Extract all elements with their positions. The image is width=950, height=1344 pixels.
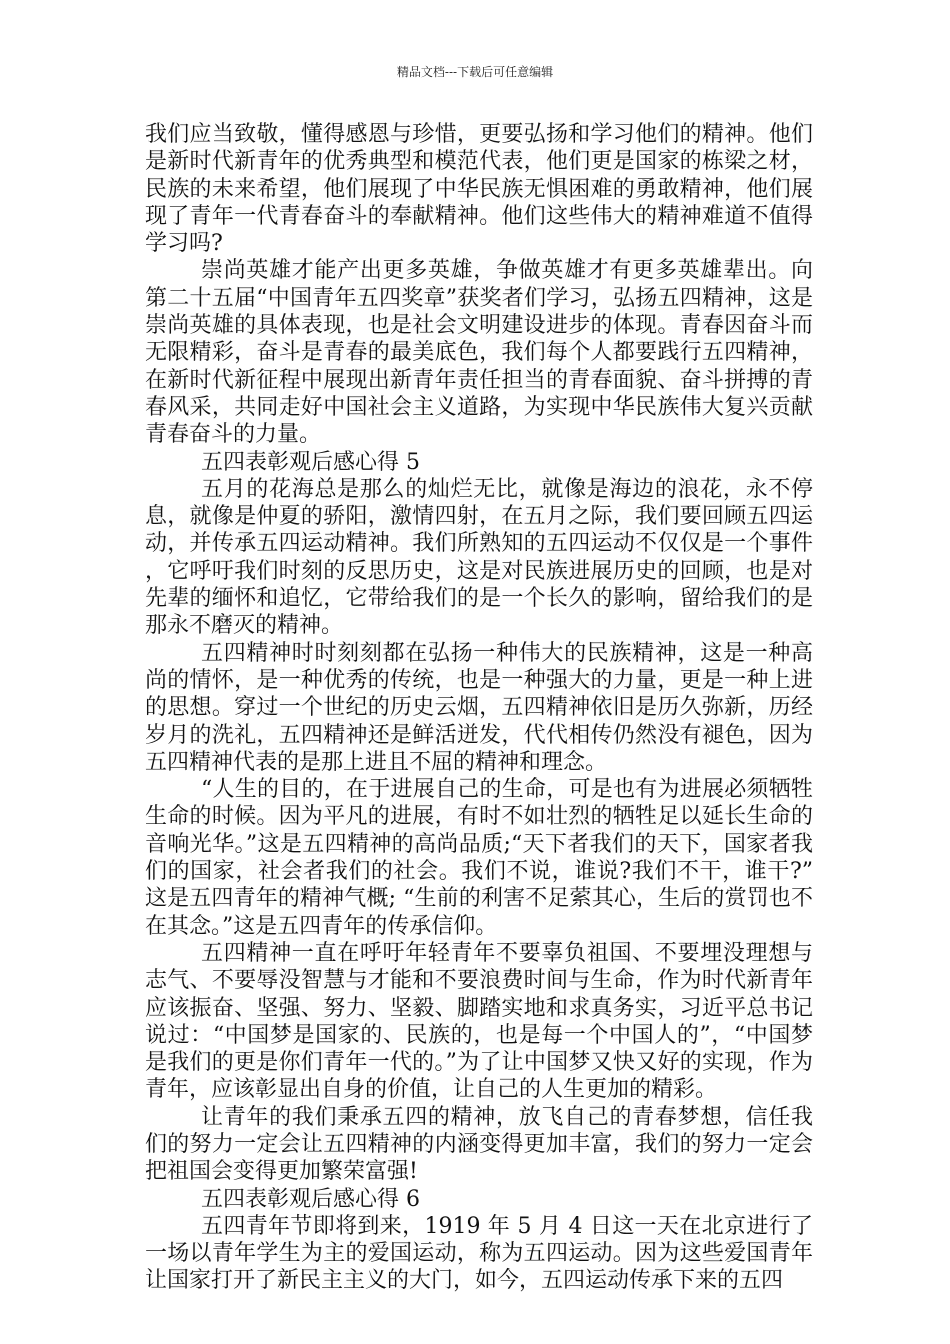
paragraph: 五四精神时时刻刻都在弘扬一种伟大的民族精神，这是一种高尚的情怀，是一种优秀的传统，也是一种强大的力量，更是一种上进的思想。穿过一个世纪的历史云烟，五四精神依旧是历久弥新，历经岁月的洗礼，五四精神还是鲜活迸发，代代相传仍然没有褪色，因为五四精神代表的是那上进且不屈的精神和理念。 — [145, 640, 813, 775]
document-body — [145, 121, 813, 1295]
page-header: 精品文档---下载后可任意编辑 — [396, 65, 554, 79]
paragraph: 崇尚英雄才能产出更多英雄，争做英雄才有更多英雄辈出。向第二十五届“中国青年五四奖章”获奖者们学习，弘扬五四精神，这是崇尚英雄的具体表现，也是社会文明建设进步的体现。青春因奋斗而无限精彩，奋斗是青春的最美底色，我们每个人都要践行五四精神，在新时代新征程中展现出新青年责任担当的青春面貌、奋斗拼搏的青春风采，共同走好中国社会主义道路，为实现中华民族伟大复兴贡献青春奋斗的力量。 — [145, 258, 813, 448]
paragraph: 让青年的我们秉承五四的精神，放飞自己的青春梦想，信任我们的努力一定会让五四精神的内涵变得更加丰富，我们的努力一定会把祖国会变得更加繁荣富强! — [145, 1104, 813, 1185]
paragraph: 五四青年节即将到来，1919 年 5 月 4 日这一天在北京进行了一场以青年学生为主的爱国运动，称为五四运动。因为这些爱国青年让国家打开了新民主主义的大门，如今，五四运动传承下来的五四 — [145, 1213, 813, 1294]
section-heading: 五四表彰观后感心得 5 — [201, 449, 420, 475]
paragraph: “人生的目的，在于进展自己的生命，可是也有为进展必须牺牲生命的时候。因为平凡的进展，有时不如壮烈的牺牲足以延长生命的音响光华。”这是五四精神的高尚品质;“天下者我们的天下，国家者我们的国家，社会者我们的社会。我们不说，谁说?我们不干，谁干?”这是五四青年的精神气概; “生前的利害不足萦其心，生后的赏罚也不在其念。”这是五四青年的传承信仰。 — [145, 777, 813, 939]
paragraph: 五四精神一直在呼吁年轻青年不要辜负祖国、不要埋没理想与志气、不要辱没智慧与才能和不要浪费时间与生命，作为时代新青年应该振奋、坚强、努力、坚毅、脚踏实地和求真务实，习近平总书记说过：“中国梦是国家的、民族的，也是每一个中国人的”，“中国梦是我们的更是你们青年一代的。”为了让中国梦又快又好的实现，作为青年，应该彰显出自身的价值，让自己的人生更加的精彩。 — [145, 940, 813, 1103]
paragraph: 五月的花海总是那么的灿烂无比，就像是海边的浪花，永不停息，就像是仲夏的骄阳，激情四射，在五月之际，我们要回顾五四运动，并传承五四运动精神。我们所熟知的五四运动不仅仅是一个事件，它呼吁我们时刻的反思历史，这是对民族进展历史的回顾，也是对先辈的缅怀和追忆，它带给我们的是一个长久的影响，留给我们的是那永不磨灭的精神。 — [145, 476, 813, 639]
paragraph: 我们应当致敬，懂得感恩与珍惜，更要弘扬和学习他们的精神。他们是新时代新青年的优秀典型和模范代表，他们更是国家的栋梁之材，民族的未来希望，他们展现了中华民族无惧困难的勇敢精神，他们展现了青年一代青春奋斗的奉献精神。他们这些伟大的精神难道不值得学习吗? — [145, 122, 813, 257]
section-heading: 五四表彰观后感心得 6 — [201, 1186, 420, 1212]
